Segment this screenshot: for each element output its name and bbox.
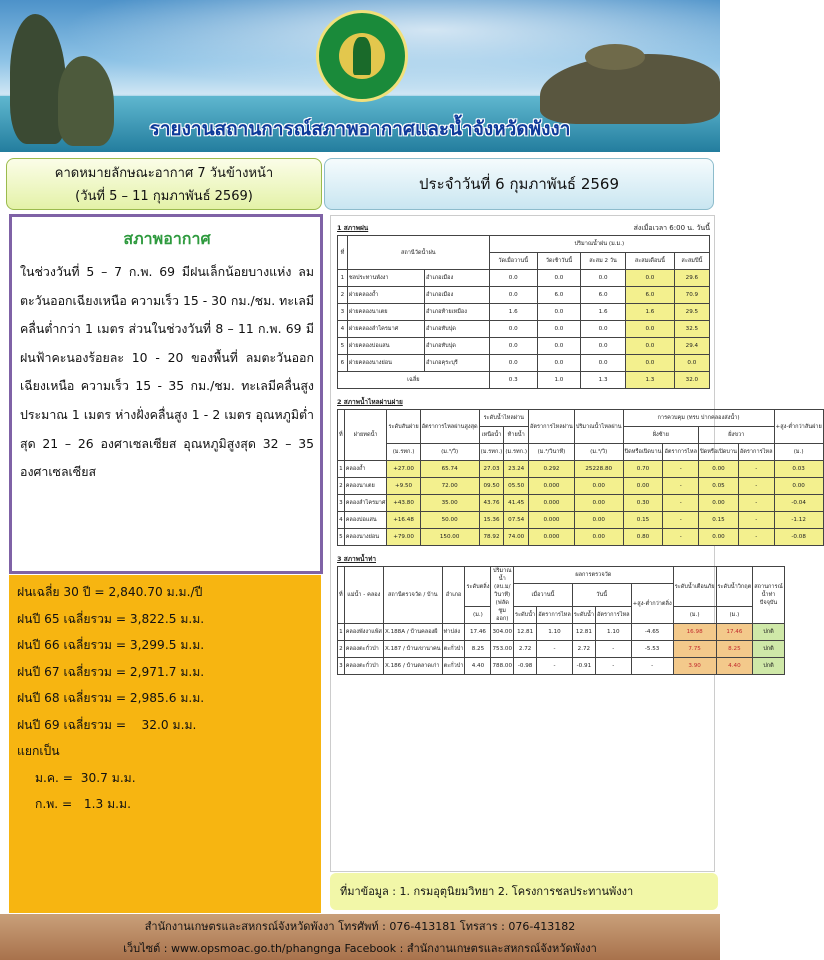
rain-split-label: แยกเป็น <box>17 744 60 758</box>
district: ตะกั่วป่า <box>442 641 465 658</box>
table-cell: 6.0 <box>537 287 580 304</box>
table-cell: +43.80 <box>387 495 420 512</box>
table-cell: 6 <box>338 355 348 372</box>
table-cell: 753.00 <box>491 641 514 658</box>
table-cell: 50.00 <box>420 512 479 529</box>
table-cell: 6.0 <box>626 287 675 304</box>
rain-avg30: ฝนเฉลี่ย 30 ปี = 2,840.70 ม.ม./ปี <box>17 585 203 599</box>
weir-name: คลองนางย่อน <box>344 529 387 546</box>
table-cell: 07.54 <box>504 512 529 529</box>
table-cell: 1 <box>338 461 345 478</box>
col-river: แม่น้ำ - คลอง <box>344 567 383 624</box>
table-row <box>338 478 824 495</box>
rain-avg-cell: 0.3 <box>489 372 537 389</box>
station-name: X.187 / บ้านเขานาคน <box>383 641 442 658</box>
table-cell: 3 <box>338 495 345 512</box>
station-district: อำเภอคุระบุรี <box>425 355 490 372</box>
col-station: สถานีวัดน้ำฝน <box>347 236 489 270</box>
table-cell: -0.04 <box>774 495 823 512</box>
status-badge: ปกติ <box>753 624 785 641</box>
river-name: คลองตะกั่วป่า <box>344 658 383 675</box>
col-use: การควบคุม (ทรบ ปากคลองส่งน้ำ) <box>623 410 774 427</box>
table-cell: 0.0 <box>489 321 537 338</box>
status-badge: ปกติ <box>753 641 785 658</box>
table-row <box>338 338 710 355</box>
table-cell: 78.92 <box>479 529 504 546</box>
table-cell: 0.0 <box>489 338 537 355</box>
col-status: สถานการณ์น้ำท่า ปัจจุบัน <box>753 567 785 624</box>
table-cell: 0.00 <box>574 512 623 529</box>
ministry-seal-icon <box>316 10 408 102</box>
rainfall-summary-panel <box>9 575 321 913</box>
table-cell: 16.98 <box>673 624 716 641</box>
table-cell: 1 <box>338 624 345 641</box>
table-cell: 4 <box>338 512 345 529</box>
table-cell: 29.4 <box>674 338 709 355</box>
unit: (ม.รทก.) <box>387 444 420 461</box>
col-today: วันนี้ <box>572 584 631 607</box>
rain-avg-cell: 1.3 <box>581 372 626 389</box>
table-cell: 1.6 <box>489 304 537 321</box>
table-cell: 0.00 <box>574 478 623 495</box>
data-tables-panel <box>330 215 822 872</box>
table-cell: -4.65 <box>631 624 673 641</box>
rain-year66: ฝนปี 66 เฉลี่ยรวม = 3,299.5 ม.ม. <box>17 638 205 652</box>
water-table <box>337 566 785 675</box>
table-cell: - <box>663 529 699 546</box>
table-cell: 12.81 <box>514 624 537 641</box>
col-sumyear: สะสมปีนี้ <box>674 253 709 270</box>
table-row <box>338 287 710 304</box>
footer-contact: สำนักงานเกษตรและสหกรณ์จังหวัดพังงา โทรศัพท์ : 076-413181 โทรสาร : 076-413182 <box>144 920 576 933</box>
col-weir: ฝายทดน้ำ <box>344 410 387 461</box>
col-m1: ระดับน้ำเตือนภัย <box>673 567 716 607</box>
table-cell: 41.45 <box>504 495 529 512</box>
rain-february: ก.พ. = 1.3 ม.ม. <box>35 797 131 811</box>
table-cell: 0.70 <box>623 461 663 478</box>
unit: (ม.³/วิ) <box>420 444 479 461</box>
status-badge: ปกติ <box>753 658 785 675</box>
weather-title: สภาพอากาศ <box>123 229 211 248</box>
col-obs: ผลการตรวจวัด <box>514 567 674 584</box>
table-cell: 29.6 <box>674 270 709 287</box>
col-bank: ระดับตลิ่ง <box>465 567 491 607</box>
table-row <box>338 495 824 512</box>
table-cell: 0.0 <box>626 270 675 287</box>
table-row <box>338 512 824 529</box>
station-district: อำเภอท้ายเหมือง <box>425 304 490 321</box>
table-cell: 0.0 <box>537 304 580 321</box>
table-cell: 0.000 <box>529 512 575 529</box>
table-cell: 27.03 <box>479 461 504 478</box>
station-name: ชลประทานพังงา <box>347 270 424 287</box>
footer-website: เว็บไซต์ : www.opsmoac.go.th/phangnga Facebook : สำนักงานเกษตรและสหกรณ์จังหวัดพังงา <box>123 942 597 955</box>
table-cell: 0.0 <box>537 338 580 355</box>
table-row <box>338 658 785 675</box>
table-cell: - <box>663 478 699 495</box>
table-cell: 0.000 <box>529 478 575 495</box>
col-sum2: สะสม 2 วัน <box>581 253 626 270</box>
table-cell: 0.0 <box>581 270 626 287</box>
district: ท่าปล่ง <box>442 624 465 641</box>
rain-table <box>337 235 710 389</box>
weir-name: คลองลำไครมาศ <box>344 495 387 512</box>
table-cell: 15.36 <box>479 512 504 529</box>
table-cell: +9.50 <box>387 478 420 495</box>
rain-avg-cell: 1.3 <box>626 372 675 389</box>
weir-name: คลองนาเตย <box>344 478 387 495</box>
table-cell: 25228.80 <box>574 461 623 478</box>
rain-avg-label: เฉลี่ย <box>338 372 490 389</box>
table-cell: 05.50 <box>504 478 529 495</box>
footer <box>0 914 720 960</box>
table-cell: 0.0 <box>581 338 626 355</box>
table-cell: 0.292 <box>529 461 575 478</box>
table-cell: 8.25 <box>465 641 491 658</box>
table-cell: 0.15 <box>699 512 739 529</box>
station-name: ฝายคลองถ้ำ <box>347 287 424 304</box>
table-row <box>338 270 710 287</box>
col-rate: อัตราการไหล <box>663 444 699 461</box>
station-district: อำเภอเมือง <box>425 287 490 304</box>
col-diff: +สูง-ต่ำกว่าสันฝาย <box>774 410 823 444</box>
table-row <box>338 355 710 372</box>
table-cell: 0.80 <box>623 529 663 546</box>
table-cell: 150.00 <box>420 529 479 546</box>
col-rate: อัตราการไหล <box>537 607 573 624</box>
station-district: อำเภอทับปุด <box>425 338 490 355</box>
table-cell: 43.76 <box>479 495 504 512</box>
table-cell: 2 <box>338 287 348 304</box>
table-cell: -1.12 <box>774 512 823 529</box>
table-cell: 0.0 <box>489 287 537 304</box>
table-cell: 0.00 <box>699 495 739 512</box>
table-cell: 2.72 <box>514 641 537 658</box>
weir-name: คลองถ้ำ <box>344 461 387 478</box>
table-cell: - <box>663 512 699 529</box>
table-cell: 1 <box>338 270 348 287</box>
table-cell: 0.0 <box>626 355 675 372</box>
table-row <box>338 624 785 641</box>
table-cell: -0.08 <box>774 529 823 546</box>
col-amp: อำเภอ <box>442 567 465 624</box>
table-cell: 0.0 <box>581 355 626 372</box>
table-cell: 35.00 <box>420 495 479 512</box>
table-cell: 5 <box>338 529 345 546</box>
table-cell: 0.0 <box>674 355 709 372</box>
water-table-heading: 3 สภาพน้ำท่า <box>337 555 376 563</box>
table-cell: 2 <box>338 478 345 495</box>
table-cell: 3.90 <box>673 658 716 675</box>
table-cell: - <box>738 529 774 546</box>
table-cell: 17.46 <box>465 624 491 641</box>
table-cell: 74.00 <box>504 529 529 546</box>
table-cell: - <box>595 641 631 658</box>
table-cell: 3 <box>338 304 348 321</box>
rain-table-heading: 1 สภาพฝน <box>337 224 369 232</box>
weir-name: คลองบ่อแสน <box>344 512 387 529</box>
table-cell: 17.46 <box>716 624 753 641</box>
table-cell: 32.5 <box>674 321 709 338</box>
table-cell: 0.0 <box>581 321 626 338</box>
table-cell: 304.00 <box>491 624 514 641</box>
col-no: ที่ <box>338 567 345 624</box>
table-cell: 0.0 <box>537 355 580 372</box>
col-level: ระดับน้ำไหลผ่าน <box>479 410 528 427</box>
table-cell: -0.98 <box>514 658 537 675</box>
table-cell: - <box>738 512 774 529</box>
table-cell: 788.00 <box>491 658 514 675</box>
table-cell: 0.00 <box>574 529 623 546</box>
table-cell: +27.00 <box>387 461 420 478</box>
table-row <box>338 304 710 321</box>
river-name: คลองพังงาแพ้ส <box>344 624 383 641</box>
station-name: ฝายคลองลำไครมาศ <box>347 321 424 338</box>
table-row <box>338 461 824 478</box>
table-cell: -5.53 <box>631 641 673 658</box>
col-rate: อัตราการไหล <box>595 607 631 624</box>
forecast-line2: (วันที่ 5 – 11 กุมภาพันธ์ 2569) <box>75 189 253 204</box>
table-cell: 12.81 <box>572 624 595 641</box>
rain-table-sent-time: ส่งเมื่อเวลา 6:00 น. วันนี้ <box>633 224 710 232</box>
table-cell: 0.0 <box>489 355 537 372</box>
col-m2: ระดับน้ำวิกฤต <box>716 567 753 607</box>
weather-description: ในช่วงวันที่ 5 – 7 ก.พ. 69 มีฝนเล็กน้อยบางแห่ง ลมตะวันออกเฉียงเหนือ ความเร็ว 15 - 30 กม./ชม. ทะเลมีคลื่นต่ำกว่า 1 เมตร ส่วนในช่วงวันที่ 8 – 11 ก.พ. 69 มีฝนฟ้าคะนองร้อยละ 10 - 20 ของพื้นที่ ลมตะวันออกเฉียงเหนือ ความเร็ว 15 - 35 กม./ชม. ทะเลมีคลื่นสูงประมาณ 1 เมตร ห่างฝั่งคลื่นสูง 1 - 2 เมตร อุณหภูมิต่ำสุด 21 – 26 องศาเซลเซียส อุณหภูมิสูงสุด 32 – 35 องศาเซลเซียส <box>20 264 314 480</box>
col-up: เหนือน้ำ <box>479 427 504 444</box>
river-name: คลองตะกั่วป่า <box>344 641 383 658</box>
unit: (ม.รทก.) <box>504 444 529 461</box>
table-cell: 23.24 <box>504 461 529 478</box>
col-yday: เมื่อวานนี้ <box>514 584 573 607</box>
col-summonth: สะสมเดือนนี้ <box>626 253 675 270</box>
table-cell: 0.15 <box>623 512 663 529</box>
table-cell: 2 <box>338 641 345 658</box>
forecast-line1: คาดหมายลักษณะอากาศ 7 วันข้างหน้า <box>54 166 274 181</box>
forecast-period-box <box>6 158 322 210</box>
col-yesterday: วัดเช้าวันนี้ <box>537 253 580 270</box>
table-cell: - <box>537 658 573 675</box>
weir-table-heading: 2 สภาพน้ำไหลผ่านฝาย <box>337 398 403 406</box>
col-vol: ปริมาณน้ำไหลผ่าน <box>574 410 623 444</box>
station-name: X.186 / บ้านตลาดเก่า <box>383 658 442 675</box>
table-cell: 0.0 <box>626 338 675 355</box>
weather-panel <box>9 214 323 574</box>
table-cell: 7.75 <box>673 641 716 658</box>
col-cap: อัตราการไหลผ่านสูงสุด <box>420 410 479 444</box>
table-cell: 0.03 <box>774 461 823 478</box>
table-cell: +16.48 <box>387 512 420 529</box>
table-cell: 6.0 <box>581 287 626 304</box>
unit: (ม.) <box>673 607 716 624</box>
col-rate: อัตราการไหล <box>738 444 774 461</box>
table-cell: - <box>631 658 673 675</box>
col-cap: ปริมาณน้ำ (ลบ.ม/วินาที) (ฟลัดซูมออก) <box>492 568 512 622</box>
table-cell: 0.00 <box>623 478 663 495</box>
table-row <box>338 529 824 546</box>
table-cell: 0.000 <box>529 529 575 546</box>
col-amount: ปริมาณน้ำฝน (ม.ม.) <box>489 236 709 253</box>
table-cell: 72.00 <box>420 478 479 495</box>
table-cell: 65.74 <box>420 461 479 478</box>
header-banner <box>0 0 720 152</box>
table-cell: 1.6 <box>626 304 675 321</box>
table-cell: - <box>738 478 774 495</box>
table-cell: 4.40 <box>716 658 753 675</box>
unit: (ม.) <box>774 444 823 461</box>
table-cell: - <box>738 461 774 478</box>
data-source-note: ที่มาข้อมูล : 1. กรมอุตุนิยมวิทยา 2. โครงการชลประทานพังงา <box>330 873 718 910</box>
col-open: ปิดหรือเปิดบาน <box>699 444 739 461</box>
table-cell: 0.0 <box>537 270 580 287</box>
col-no: ที่ <box>338 410 345 461</box>
table-row <box>338 641 785 658</box>
station-district: อำเภอทับปุด <box>425 321 490 338</box>
table-cell: 0.00 <box>574 495 623 512</box>
table-cell: 0.000 <box>529 495 575 512</box>
col-today: วัดเมื่อวานนี้ <box>489 253 537 270</box>
table-cell: - <box>663 461 699 478</box>
rain-year67: ฝนปี 67 เฉลี่ยรวม = 2,971.7 ม.ม. <box>17 664 205 679</box>
unit: (ม.³/วินาที) <box>529 444 575 461</box>
rain-avg-cell: 32.0 <box>674 372 709 389</box>
rain-january: ม.ค. = 30.7 ม.ม. <box>35 770 136 785</box>
table-cell: 2.72 <box>572 641 595 658</box>
col-station: สถานีตรวจวัด / บ้าน <box>383 567 442 624</box>
rain-year65: ฝนปี 65 เฉลี่ยรวม = 3,822.5 ม.ม. <box>17 611 205 626</box>
table-cell: 4.40 <box>465 658 491 675</box>
table-cell: 3 <box>338 658 345 675</box>
table-cell: - <box>595 658 631 675</box>
table-cell: 4 <box>338 321 348 338</box>
station-district: อำเภอเมือง <box>425 270 490 287</box>
col-right: ฝั่งขวา <box>699 427 774 444</box>
table-cell: 0.05 <box>699 478 739 495</box>
table-cell: -0.91 <box>572 658 595 675</box>
table-cell: 8.25 <box>716 641 753 658</box>
rain-year69: ฝนปี 69 เฉลี่ยรวม = 32.0 ม.ม. <box>17 717 197 732</box>
col-flow: อัตราการไหลผ่าน <box>529 410 575 444</box>
table-cell: 09.50 <box>479 478 504 495</box>
table-cell: - <box>738 495 774 512</box>
table-row <box>338 321 710 338</box>
table-cell: 70.9 <box>674 287 709 304</box>
table-cell: 1.6 <box>581 304 626 321</box>
table-cell: 0.00 <box>699 529 739 546</box>
unit: (ม.) <box>716 607 753 624</box>
rain-year68: ฝนปี 68 เฉลี่ยรวม = 2,985.6 ม.ม. <box>17 691 205 705</box>
table-cell: 5 <box>338 338 348 355</box>
station-name: ฝายคลองนาเตย <box>347 304 424 321</box>
table-cell: 1.10 <box>537 624 573 641</box>
district: ตะกั่วป่า <box>442 658 465 675</box>
report-date-box: ประจำวันที่ 6 กุมภาพันธ์ 2569 <box>324 158 714 210</box>
col-lvl: ระดับน้ำ <box>514 607 537 624</box>
island-rock <box>585 44 645 70</box>
table-cell: 0.00 <box>774 478 823 495</box>
col-diff: +สูง-ต่ำกว่าตลิ่ง <box>631 584 673 624</box>
col-open: ปิดหรือเปิดบาน <box>623 444 663 461</box>
table-cell: 29.5 <box>674 304 709 321</box>
table-cell: 0.00 <box>699 461 739 478</box>
table-cell: 0.0 <box>626 321 675 338</box>
unit: (ม.³/วิ) <box>574 444 623 461</box>
unit: (ม.) <box>465 607 491 624</box>
station-name: ฝายคลองบ่อแสน <box>347 338 424 355</box>
col-lvl: ระดับน้ำ <box>572 607 595 624</box>
table-cell: - <box>537 641 573 658</box>
table-cell: 0.0 <box>489 270 537 287</box>
weir-table <box>337 409 824 546</box>
unit: (ม.รทก.) <box>479 444 504 461</box>
table-cell: 1.10 <box>595 624 631 641</box>
col-left: ฝั่งซ้าย <box>623 427 698 444</box>
station-name: X.188A / บ้านคลองผี <box>383 624 442 641</box>
col-down: ท้ายน้ำ <box>504 427 529 444</box>
table-cell: 0.0 <box>537 321 580 338</box>
table-cell: - <box>663 495 699 512</box>
col-crest: ระดับสันฝาย <box>387 410 420 444</box>
table-cell: 0.30 <box>623 495 663 512</box>
page-title: รายงานสถานการณ์สภาพอากาศและน้ำจังหวัดพังงา <box>149 118 571 140</box>
table-cell: +79.00 <box>387 529 420 546</box>
station-name: ฝายคลองนางย่อน <box>347 355 424 372</box>
rain-avg-cell: 1.0 <box>537 372 580 389</box>
col-no: ที่ <box>338 236 348 270</box>
